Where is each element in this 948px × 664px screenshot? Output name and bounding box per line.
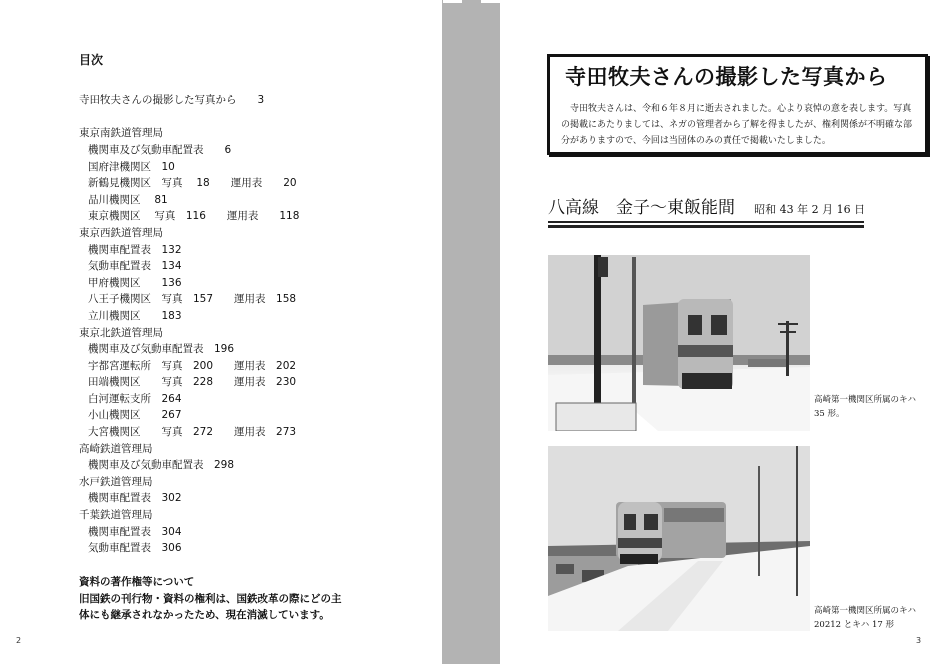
toc-section-heading[interactable]: 東京西鉄道管理局 [79,226,163,239]
toc-entry[interactable]: 機関車及び気動車配置表 298 [88,459,235,472]
copyright-line-2: 体にも継承されなかったため、現在消滅しています。 [79,609,330,621]
toc-intro[interactable]: 寺田牧夫さんの撮影した写真から 3 [79,94,265,106]
toc-entry[interactable]: 機関車配置表 132 [88,243,182,256]
toc-entry[interactable]: 機関車配置表 302 [88,492,182,505]
photo-kiha20212 [548,446,810,631]
toc-entry[interactable]: 東京機関区 写真 116 運用表 118 [88,210,300,223]
toc-entry[interactable]: 気動車配置表 306 [88,542,182,555]
section-date: 昭和 43 年 2 月 16 日 [754,203,866,216]
right-page-number: 3 [916,636,922,645]
page-tab-left [443,0,462,3]
photo-kiha35-image [548,255,810,431]
toc-entry[interactable]: 立川機関区 183 [88,309,182,322]
toc-entry[interactable]: 品川機関区 81 [88,193,168,206]
photo-kiha35 [548,255,810,431]
toc-section-heading[interactable]: 東京北鉄道管理局 [79,326,163,339]
copyright-line-1: 旧国鉄の刊行物・資料の権利は、国鉄改革の際にどの主 [79,592,342,605]
toc-section-heading[interactable]: 千葉鉄道管理局 [79,509,153,522]
toc-entry[interactable]: 甲府機関区 136 [88,276,182,289]
left-page-number: 2 [16,636,22,645]
photo-kiha35-caption: 高崎第一機関区所属のキハ 35 形。 [814,395,917,419]
toc-section-heading[interactable]: 東京南鉄道管理局 [79,127,163,140]
right-page [500,0,948,664]
toc-section-heading[interactable]: 水戸鉄道管理局 [79,475,153,488]
toc-entry[interactable]: 機関車及び気動車配置表 6 [88,143,232,156]
left-page [0,0,442,664]
toc-entry[interactable]: 気動車配置表 134 [88,260,182,273]
toc-entry[interactable]: 白河運転支所 264 [88,392,182,405]
photo-kiha20212-caption: 高崎第一機関区所属のキハ 20212 とキハ 17 形 [814,606,917,630]
section-heading [548,193,865,218]
section-rule-thick [548,225,864,228]
toc-entry[interactable]: 田端機関区 写真 228 運用表 230 [88,376,297,389]
toc-entry[interactable]: 機関車及び気動車配置表 196 [88,343,235,356]
banner-title: 寺田牧夫さんの撮影した写真から [565,65,888,89]
section-title: 八高線 金子～東飯能間 [548,198,735,218]
banner-text: 寺田牧夫さんは、令和６年８月に逝去されました。心より哀悼の意を表します。写真の掲載にあたりましては、ネガの管理者から了解を得ましたが、権利関係が不明確な部分がありますので、今回は当団体のみの責任で掲載いたしました。 [561,104,913,146]
copyright-heading: 資料の著作権等について [79,576,195,588]
toc-entry[interactable]: 大宮機関区 写真 272 運用表 273 [88,426,297,439]
toc-entry[interactable]: 新鶴見機関区 写真 18 運用表 20 [88,177,297,190]
toc-list [79,92,299,557]
photo-kiha20212-image [548,446,810,631]
toc-entry[interactable]: 八王子機関区 写真 157 運用表 158 [88,293,297,306]
toc-entry[interactable]: 機関車配置表 304 [88,525,182,538]
page-tab-right [481,0,500,3]
toc-entry[interactable]: 宇都宮運転所 写真 200 運用表 202 [88,359,297,372]
section-rule-thin [548,221,864,223]
toc-entry[interactable]: 国府津機関区 10 [88,160,175,173]
toc-title: 目次 [79,53,104,67]
copyright-note [79,574,342,624]
toc-entry[interactable]: 小山機関区 267 [88,409,182,422]
toc-section-heading[interactable]: 高崎鉄道管理局 [79,442,153,455]
tribute-banner [547,54,928,155]
